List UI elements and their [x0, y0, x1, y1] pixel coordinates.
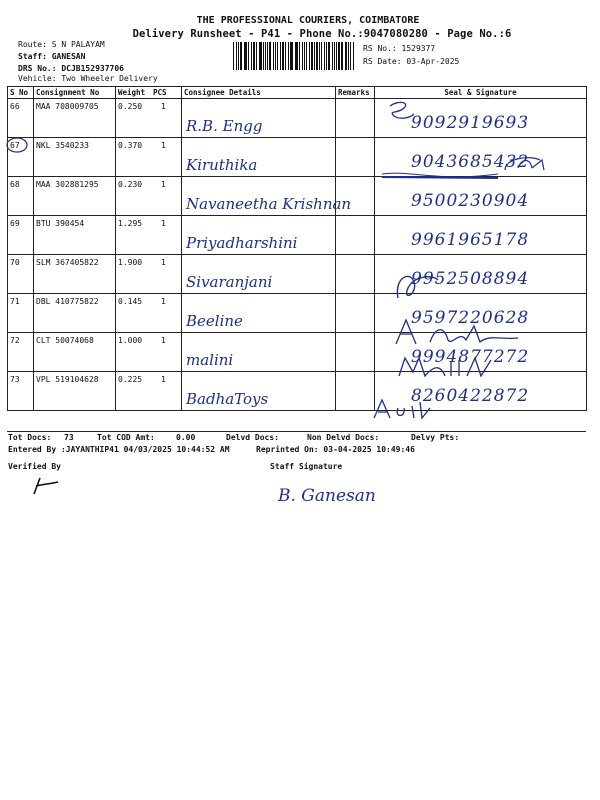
barcode-bar — [353, 42, 354, 70]
barcode-bar — [248, 42, 249, 70]
row-sno: 70 — [8, 255, 34, 294]
barcode-bar — [316, 42, 318, 70]
reprinted-on: Reprinted On: 03-04-2025 10:49:46 — [256, 445, 415, 454]
company-title: THE PROFESSIONAL COURIERS, COIMBATORE — [196, 15, 420, 26]
delvd-docs-label: Delvd Docs: — [226, 433, 279, 442]
tot-cod-label: Tot COD Amt: — [97, 433, 155, 442]
row-pcs: 1 — [161, 219, 166, 228]
row-pcs: 1 — [161, 102, 166, 111]
barcode-bar — [265, 42, 266, 70]
barcode-bar — [336, 42, 337, 70]
barcode-bar — [338, 42, 339, 70]
barcode-bar — [295, 42, 296, 70]
row-weight: 0.145 — [118, 297, 143, 306]
barcode-bar — [296, 42, 298, 70]
barcode-bar — [342, 42, 343, 70]
barcode-bar — [319, 42, 320, 70]
barcode-bar — [348, 42, 349, 70]
barcode-bar — [314, 42, 315, 70]
row-weight-pcs — [116, 294, 182, 333]
barcode-image — [233, 42, 355, 70]
row-sno: 72 — [8, 333, 34, 372]
runsheet-subtitle: Delivery Runsheet - P41 - Phone No.:9047080280 - Page No.:6 — [132, 28, 512, 40]
signature-scribble-71 — [390, 316, 530, 350]
row-weight-pcs — [116, 99, 182, 138]
non-delvd-docs-label: Non Delvd Docs: — [307, 433, 380, 442]
row-consignee — [182, 372, 336, 411]
barcode-bar — [285, 42, 286, 70]
row-consignment: BTU 390454 — [34, 216, 116, 255]
row-pcs: 1 — [161, 141, 166, 150]
row-weight: 1.295 — [118, 219, 143, 228]
barcode-bar — [299, 42, 300, 70]
entered-by: Entered By :JAYANTHIP41 04/03/2025 10:44:52 AM — [8, 445, 230, 454]
row-weight-pcs — [116, 216, 182, 255]
signature-scribble-66 — [380, 100, 420, 122]
staff-signature-label: Staff Signature — [270, 462, 343, 471]
row-weight-pcs — [116, 333, 182, 372]
barcode-bar — [302, 42, 303, 70]
rs-date-label: RS Date: 03-Apr-2025 — [363, 57, 460, 66]
footer-divider — [7, 431, 586, 432]
row-pcs: 1 — [161, 297, 166, 306]
signature-scribble-67 — [500, 150, 550, 180]
phone-handwriting: 9994877272 — [411, 347, 530, 367]
phone-handwriting: 9092919693 — [411, 113, 530, 133]
verified-by-signature — [30, 474, 62, 498]
vehicle-label: Vehicle: Two Wheeler Delivery — [18, 74, 158, 83]
tot-cod-value: 0.00 — [176, 433, 196, 442]
barcode-bar — [345, 42, 347, 70]
row-consignment: NKL 3540233 — [34, 138, 116, 177]
strike-through-67 — [380, 170, 500, 184]
row-remarks — [336, 216, 375, 255]
consignee-handwriting: Kiruthika — [186, 156, 258, 174]
barcode-bar — [253, 42, 255, 70]
barcode-bar — [244, 42, 245, 70]
row-consignee — [182, 255, 336, 294]
phone-handwriting: 9500230904 — [411, 191, 530, 211]
barcode-bar — [238, 42, 239, 70]
barcode-bar — [332, 42, 333, 70]
row-sno: 66 — [8, 99, 34, 138]
row-remarks — [336, 99, 375, 138]
rs-no-label: RS No.: 1529377 — [363, 44, 436, 53]
row-pcs: 1 — [161, 180, 166, 189]
col-pcs: PCS — [153, 88, 167, 97]
row-weight-pcs — [116, 255, 182, 294]
col-weight: Weight — [118, 88, 146, 97]
col-consignment: Consignment No — [34, 87, 116, 99]
barcode-bar — [233, 42, 234, 70]
barcode-bar — [288, 42, 289, 70]
row-sno: 71 — [8, 294, 34, 333]
barcode-bar — [236, 42, 237, 70]
row-sno: 69 — [8, 216, 34, 255]
row-consignee — [182, 216, 336, 255]
row-remarks — [336, 294, 375, 333]
row-sno: 73 — [8, 372, 34, 411]
row-consignee — [182, 138, 336, 177]
staff-signature-handwriting: B. Ganesan — [278, 486, 376, 506]
row-consignment: MAA 302881295 — [34, 177, 116, 216]
barcode-bar — [240, 42, 242, 70]
verified-by-label: Verified By — [8, 462, 61, 471]
barcode-bar — [269, 42, 271, 70]
barcode-bar — [277, 42, 278, 70]
row-sno: 67 — [8, 138, 34, 177]
barcode-bar — [350, 42, 351, 70]
delvy-pts-label: Delvy Pts: — [411, 433, 460, 442]
table-row — [8, 255, 587, 294]
row-weight: 0.250 — [118, 102, 143, 111]
phone-handwriting: 9043685432 — [411, 152, 530, 172]
row-consignee — [182, 177, 352, 216]
row-remarks — [336, 333, 375, 372]
row-weight: 1.900 — [118, 258, 143, 267]
phone-handwriting: 8260422872 — [411, 386, 530, 406]
barcode-bar — [275, 42, 276, 70]
signature-scribble-72 — [395, 354, 505, 380]
barcode-bar — [328, 42, 330, 70]
consignee-handwriting: BadhaToys — [186, 390, 269, 408]
consignee-handwriting: Navaneetha Krishnan — [186, 195, 352, 213]
col-seal-signature: Seal & Signature — [375, 87, 587, 99]
tot-docs-value: 73 — [64, 433, 74, 442]
barcode-bar — [251, 42, 252, 70]
row-weight: 0.225 — [118, 375, 143, 384]
drs-label: DRS No.: DCJB152937706 — [18, 64, 124, 73]
row-remarks — [336, 177, 375, 216]
table-row — [8, 216, 587, 255]
signature-scribble-70 — [392, 268, 442, 308]
barcode-bar — [280, 42, 281, 70]
barcode-bar — [326, 42, 327, 70]
row-consignment: DBL 410775822 — [34, 294, 116, 333]
tot-docs-label: Tot Docs: — [8, 433, 52, 442]
barcode-bar — [334, 42, 335, 70]
barcode-bar — [263, 42, 264, 70]
consignee-handwriting: Priyadharshini — [186, 234, 298, 252]
row-consignment: SLM 367405822 — [34, 255, 116, 294]
row-consignee — [182, 294, 336, 333]
route-label: Route: S N PALAYAM — [18, 40, 105, 49]
row-consignee — [182, 99, 336, 138]
barcode-bar — [306, 42, 307, 70]
row-remarks — [336, 372, 375, 411]
row-consignment: VPL 519104628 — [34, 372, 116, 411]
consignee-handwriting: R.B. Engg — [186, 117, 263, 135]
row-seal-signature — [375, 216, 587, 255]
row-consignment: CLT 50074068 — [34, 333, 116, 372]
row-remarks — [336, 138, 375, 177]
staff-label: Staff: GANESAN — [18, 52, 86, 61]
barcode-bar — [256, 42, 257, 70]
col-consignee: Consignee Details — [182, 87, 336, 99]
row-pcs: 1 — [161, 258, 166, 267]
row-weight: 0.370 — [118, 141, 143, 150]
barcode-bar — [309, 42, 310, 70]
signature-scribble-73 — [370, 396, 450, 422]
table-header-row — [8, 87, 587, 99]
row-pcs: 1 — [161, 336, 166, 345]
barcode-bar — [341, 42, 342, 70]
row-pcs: 1 — [161, 375, 166, 384]
barcode-bar — [273, 42, 274, 70]
consignee-handwriting: Beeline — [186, 312, 243, 330]
barcode-bar — [259, 42, 260, 70]
phone-handwriting: 9961965178 — [411, 230, 530, 250]
row-remarks — [336, 255, 375, 294]
phone-handwriting: 9597220628 — [411, 308, 530, 328]
phone-handwriting: 9952508894 — [411, 269, 530, 289]
row-sno: 68 — [8, 177, 34, 216]
consignee-handwriting: Sivaranjani — [186, 273, 273, 291]
row-consignment: MAA 708009705 — [34, 99, 116, 138]
barcode-bar — [267, 42, 268, 70]
col-weight-pcs — [116, 87, 182, 99]
row-weight-pcs — [116, 177, 182, 216]
barcode-bar — [311, 42, 312, 70]
table-row — [8, 99, 587, 138]
row-weight: 1.000 — [118, 336, 143, 345]
col-remarks: Remarks — [336, 87, 375, 99]
barcode-bar — [321, 42, 322, 70]
barcode-bar — [245, 42, 246, 70]
row-weight: 0.230 — [118, 180, 143, 189]
col-sno: S No — [8, 87, 34, 99]
consignee-handwriting: malini — [186, 351, 234, 369]
barcode-bar — [304, 42, 305, 70]
barcode-bar — [324, 42, 325, 70]
circle-mark-67 — [6, 136, 28, 154]
row-weight-pcs — [116, 138, 182, 177]
barcode-bar — [260, 42, 261, 70]
row-weight-pcs — [116, 372, 182, 411]
barcode-bar — [291, 42, 292, 70]
barcode-bar — [282, 42, 284, 70]
barcode-bar — [290, 42, 291, 70]
row-consignee — [182, 333, 336, 372]
